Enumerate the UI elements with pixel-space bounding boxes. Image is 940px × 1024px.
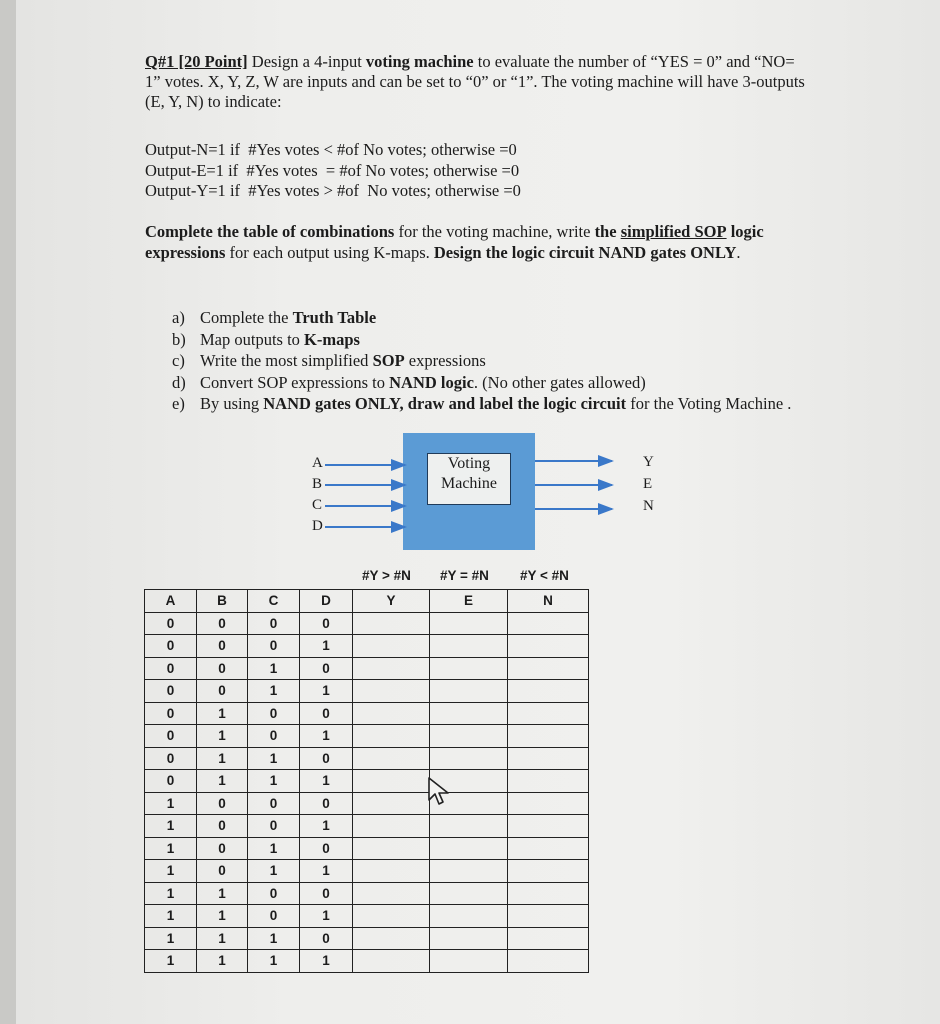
instr-underline: simplified SOP <box>620 222 727 241</box>
input-label-c: C <box>312 497 323 513</box>
output-cell-e[interactable] <box>430 882 508 905</box>
table-row <box>145 950 589 973</box>
input-cell-a: 0 <box>145 725 197 748</box>
output-cell-n[interactable] <box>508 950 589 973</box>
table-row <box>145 927 589 950</box>
output-e-name: Output-E=1 <box>145 160 224 180</box>
output-cell-n[interactable] <box>508 657 589 680</box>
step-text: Write the most simplified SOP expressions <box>200 351 486 370</box>
input-cell-b: 0 <box>197 792 248 815</box>
input-cell-c: 1 <box>248 657 300 680</box>
output-cell-e[interactable] <box>430 860 508 883</box>
output-cell-e[interactable] <box>430 927 508 950</box>
table-row <box>145 882 589 905</box>
input-cell-d: 1 <box>300 950 353 973</box>
table-row <box>145 612 589 635</box>
input-cell-b: 1 <box>197 770 248 793</box>
input-cell-d: 0 <box>300 882 353 905</box>
output-cell-e[interactable] <box>430 702 508 725</box>
table-row <box>145 635 589 658</box>
output-cell-e[interactable] <box>430 635 508 658</box>
output-cell-n[interactable] <box>508 635 589 658</box>
step-label: d) <box>172 372 186 392</box>
input-cell-b: 1 <box>197 747 248 770</box>
input-cell-a: 0 <box>145 680 197 703</box>
output-cell-n[interactable] <box>508 725 589 748</box>
output-cell-n[interactable] <box>508 815 589 838</box>
output-cell-n[interactable] <box>508 680 589 703</box>
input-cell-c: 1 <box>248 770 300 793</box>
instr-bold-3: logic expressions <box>145 222 764 262</box>
instr-text-5: . <box>736 242 741 262</box>
output-cell-e[interactable] <box>430 905 508 928</box>
input-cell-d: 0 <box>300 747 353 770</box>
step-a <box>172 307 812 329</box>
output-cell-y[interactable] <box>353 860 430 883</box>
input-cell-d: 1 <box>300 770 353 793</box>
output-cell-y[interactable] <box>353 950 430 973</box>
output-cell-y[interactable] <box>353 702 430 725</box>
header-n: N <box>508 590 589 613</box>
mouse-pointer-icon <box>427 776 455 808</box>
input-cell-a: 0 <box>145 747 197 770</box>
input-cell-a: 1 <box>145 882 197 905</box>
table-row <box>145 680 589 703</box>
input-cell-c: 0 <box>248 702 300 725</box>
input-cell-d: 0 <box>300 792 353 815</box>
input-cell-a: 1 <box>145 950 197 973</box>
output-cell-y[interactable] <box>353 837 430 860</box>
input-cell-d: 1 <box>300 860 353 883</box>
input-cell-b: 0 <box>197 860 248 883</box>
table-row <box>145 702 589 725</box>
input-cell-b: 0 <box>197 680 248 703</box>
output-cell-n[interactable] <box>508 612 589 635</box>
input-label-b: B <box>312 476 323 492</box>
input-cell-c: 0 <box>248 725 300 748</box>
output-cell-y[interactable] <box>353 657 430 680</box>
condition-y-gt-n: #Y > #N <box>362 568 411 583</box>
input-cell-b: 0 <box>197 635 248 658</box>
output-cell-e[interactable] <box>430 950 508 973</box>
table-row <box>145 770 589 793</box>
input-cell-c: 0 <box>248 635 300 658</box>
input-cell-c: 1 <box>248 950 300 973</box>
step-d <box>172 372 812 394</box>
step-b <box>172 329 812 351</box>
output-n-line <box>145 140 521 161</box>
input-cell-a: 1 <box>145 860 197 883</box>
output-cell-n[interactable] <box>508 905 589 928</box>
table-row <box>145 815 589 838</box>
truth-table-header <box>145 590 589 613</box>
question-title: Q#1 [20 Point] <box>145 52 248 71</box>
input-cell-b: 1 <box>197 725 248 748</box>
input-cell-a: 1 <box>145 905 197 928</box>
input-cell-c: 1 <box>248 927 300 950</box>
input-cell-b: 1 <box>197 927 248 950</box>
truth-table <box>144 589 589 973</box>
output-cell-n[interactable] <box>508 837 589 860</box>
output-label-e: E <box>643 476 653 492</box>
input-cell-c: 0 <box>248 882 300 905</box>
input-cell-a: 0 <box>145 657 197 680</box>
voting-machine-diagram <box>300 430 680 550</box>
question-intro-bold: voting machine <box>365 52 474 71</box>
header-y: Y <box>353 590 430 613</box>
input-cell-a: 1 <box>145 927 197 950</box>
table-row <box>145 860 589 883</box>
input-cell-a: 1 <box>145 815 197 838</box>
table-row <box>145 657 589 680</box>
step-c <box>172 350 812 372</box>
output-cell-e[interactable] <box>430 612 508 635</box>
input-cell-a: 0 <box>145 702 197 725</box>
input-cell-c: 0 <box>248 792 300 815</box>
input-cell-c: 0 <box>248 612 300 635</box>
box-line-1: Voting <box>447 455 491 472</box>
output-cell-n[interactable] <box>508 747 589 770</box>
header-e: E <box>430 590 508 613</box>
table-row <box>145 747 589 770</box>
output-cell-e[interactable] <box>430 680 508 703</box>
input-cell-b: 1 <box>197 702 248 725</box>
truth-table-body <box>145 612 589 972</box>
input-cell-d: 0 <box>300 612 353 635</box>
header-d: D <box>300 590 353 613</box>
input-cell-d: 0 <box>300 702 353 725</box>
output-cell-n[interactable] <box>508 702 589 725</box>
box-line-2: Machine <box>441 475 497 492</box>
steps-list <box>172 307 812 415</box>
instr-bold-4: Design the logic circuit NAND gates ONLY <box>433 242 737 262</box>
input-cell-b: 0 <box>197 837 248 860</box>
input-cell-b: 1 <box>197 950 248 973</box>
output-cell-y[interactable] <box>353 680 430 703</box>
question-intro-1: Design a 4-input <box>247 52 366 71</box>
output-cell-n[interactable] <box>508 882 589 905</box>
input-cell-c: 1 <box>248 680 300 703</box>
output-cell-y[interactable] <box>353 882 430 905</box>
output-cell-n[interactable] <box>508 792 589 815</box>
table-row <box>145 905 589 928</box>
output-cell-y[interactable] <box>353 612 430 635</box>
output-cell-e[interactable] <box>430 747 508 770</box>
input-cell-d: 1 <box>300 635 353 658</box>
output-label-n: N <box>643 498 654 514</box>
input-cell-d: 1 <box>300 905 353 928</box>
input-cell-d: 1 <box>300 680 353 703</box>
input-cell-b: 0 <box>197 612 248 635</box>
header-c: C <box>248 590 300 613</box>
input-cell-d: 0 <box>300 837 353 860</box>
table-row <box>145 792 589 815</box>
step-label: c) <box>172 351 185 370</box>
output-cell-e[interactable] <box>430 725 508 748</box>
output-e-text: if #Yes votes = #of No votes; otherwise =0 <box>223 160 520 180</box>
output-definitions <box>145 140 521 202</box>
output-cell-y[interactable] <box>353 725 430 748</box>
input-cell-d: 0 <box>300 927 353 950</box>
output-cell-e[interactable] <box>430 657 508 680</box>
output-y-line <box>145 181 521 202</box>
step-text: Complete the Truth Table <box>200 308 377 327</box>
output-label-y: Y <box>643 454 654 470</box>
input-cell-a: 0 <box>145 770 197 793</box>
instr-text-4: for each output using K-maps. <box>225 242 434 262</box>
output-n-text: if #Yes votes < #of No votes; otherwise =0 <box>225 140 517 159</box>
input-cell-c: 0 <box>248 815 300 838</box>
output-cell-n[interactable] <box>508 770 589 793</box>
output-cell-e[interactable] <box>430 815 508 838</box>
instr-bold-1: Complete the table of combinations <box>145 222 395 241</box>
output-cell-e[interactable] <box>430 837 508 860</box>
table-row <box>145 725 589 748</box>
input-cell-c: 1 <box>248 860 300 883</box>
input-cell-c: 1 <box>248 837 300 860</box>
condition-y-eq-n: #Y = #N <box>440 568 489 583</box>
instructions-paragraph <box>145 222 805 263</box>
output-cell-y[interactable] <box>353 635 430 658</box>
instr-bold-2: the <box>594 222 617 241</box>
input-cell-b: 1 <box>197 905 248 928</box>
input-cell-c: 0 <box>248 905 300 928</box>
diagram-arrows <box>300 430 680 550</box>
question-intro-2: to evaluate the number of “YES = 0” and “NO= 1” votes. X, Y, Z, W are inputs and can be set to “0” or “1”. The voting machine will have 3-outputs (E, Y, N) to indicate: <box>145 52 805 111</box>
input-cell-a: 0 <box>145 635 197 658</box>
condition-y-lt-n: #Y < #N <box>520 568 569 583</box>
output-n-name: Output-N=1 <box>145 140 226 159</box>
header-b: B <box>197 590 248 613</box>
input-cell-d: 1 <box>300 725 353 748</box>
output-cell-n[interactable] <box>508 927 589 950</box>
input-label-d: D <box>312 518 323 534</box>
input-cell-b: 1 <box>197 882 248 905</box>
step-text: Map outputs to K-maps <box>200 329 360 349</box>
output-y-name: Output-Y=1 <box>145 181 226 200</box>
input-label-a: A <box>312 455 323 471</box>
output-cell-n[interactable] <box>508 860 589 883</box>
header-a: A <box>145 590 197 613</box>
step-e <box>172 393 812 415</box>
input-cell-d: 0 <box>300 657 353 680</box>
instr-text-1: for the voting machine, write <box>394 222 595 241</box>
output-cell-y[interactable] <box>353 792 430 815</box>
output-e-line <box>145 161 521 182</box>
input-cell-b: 0 <box>197 657 248 680</box>
input-cell-a: 1 <box>145 837 197 860</box>
input-cell-a: 0 <box>145 612 197 635</box>
output-cell-y[interactable] <box>353 770 430 793</box>
step-text: Convert SOP expressions to NAND logic. (No other gates allowed) <box>200 372 646 392</box>
input-cell-b: 0 <box>197 815 248 838</box>
output-cell-y[interactable] <box>353 905 430 928</box>
input-cell-d: 1 <box>300 815 353 838</box>
question-block <box>145 52 805 112</box>
step-label: a) <box>172 308 185 327</box>
output-cell-y[interactable] <box>353 747 430 770</box>
output-y-text: if #Yes votes > #of No votes; otherwise =0 <box>225 181 521 200</box>
step-label: e) <box>172 394 185 413</box>
table-row <box>145 837 589 860</box>
output-cell-y[interactable] <box>353 815 430 838</box>
input-cell-c: 1 <box>248 747 300 770</box>
step-text: By using NAND gates ONLY, draw and label the logic circuit for the Voting Machine . <box>200 394 792 413</box>
input-cell-a: 1 <box>145 792 197 815</box>
output-cell-y[interactable] <box>353 927 430 950</box>
step-label: b) <box>172 329 186 349</box>
